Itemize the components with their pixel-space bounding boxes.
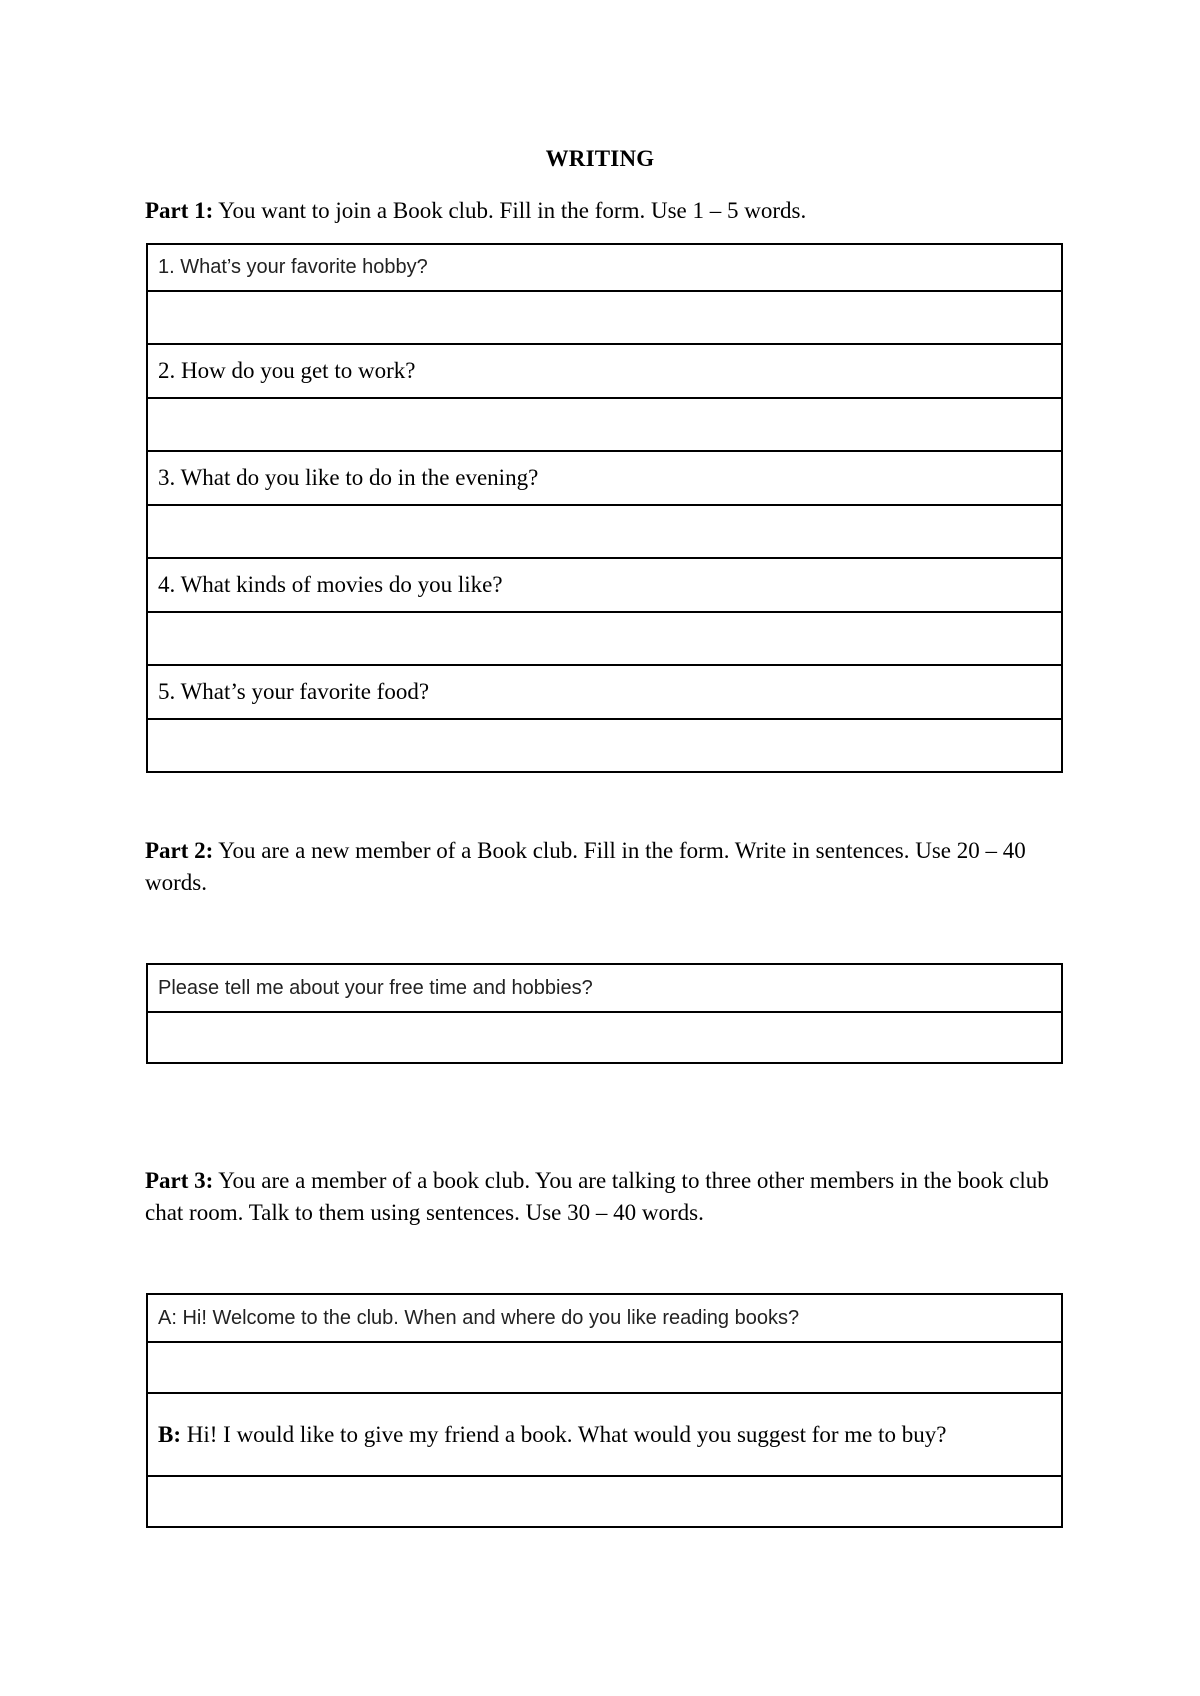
part1-instruction xyxy=(145,195,1070,227)
part1-form xyxy=(146,243,1063,773)
part1-answer-1[interactable] xyxy=(147,291,1062,344)
chat-answer-b[interactable] xyxy=(147,1476,1062,1527)
part3-chat-form xyxy=(146,1293,1063,1528)
part2-text: You are a new member of a Book club. Fill in the form. Write in sentences. Use 20 – 40 words. xyxy=(145,838,1026,895)
chat-answer-a[interactable] xyxy=(147,1342,1062,1393)
part3-instruction xyxy=(145,1165,1070,1229)
part3-text: You are a member of a book club. You are talking to three other members in the book club chat room. Talk to them using sentences. Use 30 – 40 words. xyxy=(145,1168,1049,1225)
part3-label: Part 3: xyxy=(145,1168,214,1193)
part2-question: Please tell me about your free time and hobbies? xyxy=(147,964,1062,1012)
chat-text-b: Hi! I would like to give my friend a book. What would you suggest for me to buy? xyxy=(181,1421,947,1447)
part1-question-4: 4. What kinds of movies do you like? xyxy=(147,558,1062,612)
chat-speaker-b: B: xyxy=(158,1421,181,1447)
part1-question-5: 5. What’s your favorite food? xyxy=(147,665,1062,719)
chat-message-a: A: Hi! Welcome to the club. When and where do you like reading books? xyxy=(147,1294,1062,1342)
part1-question-2: 2. How do you get to work? xyxy=(147,344,1062,398)
part1-answer-3[interactable] xyxy=(147,505,1062,558)
part1-question-1: 1. What’s your favorite hobby? xyxy=(147,244,1062,291)
part1-label: Part 1: xyxy=(145,198,214,223)
part1-answer-5[interactable] xyxy=(147,719,1062,772)
part1-answer-2[interactable] xyxy=(147,398,1062,451)
chat-message-b xyxy=(147,1393,1062,1476)
part1-text: You want to join a Book club. Fill in the form. Use 1 – 5 words. xyxy=(213,198,807,223)
part2-label: Part 2: xyxy=(145,838,214,863)
page-title: WRITING xyxy=(545,146,655,171)
part1-answer-4[interactable] xyxy=(147,612,1062,665)
part2-form xyxy=(146,963,1063,1064)
part2-answer[interactable] xyxy=(147,1012,1062,1063)
part2-instruction xyxy=(145,835,1070,899)
part1-question-3: 3. What do you like to do in the evening? xyxy=(147,451,1062,505)
